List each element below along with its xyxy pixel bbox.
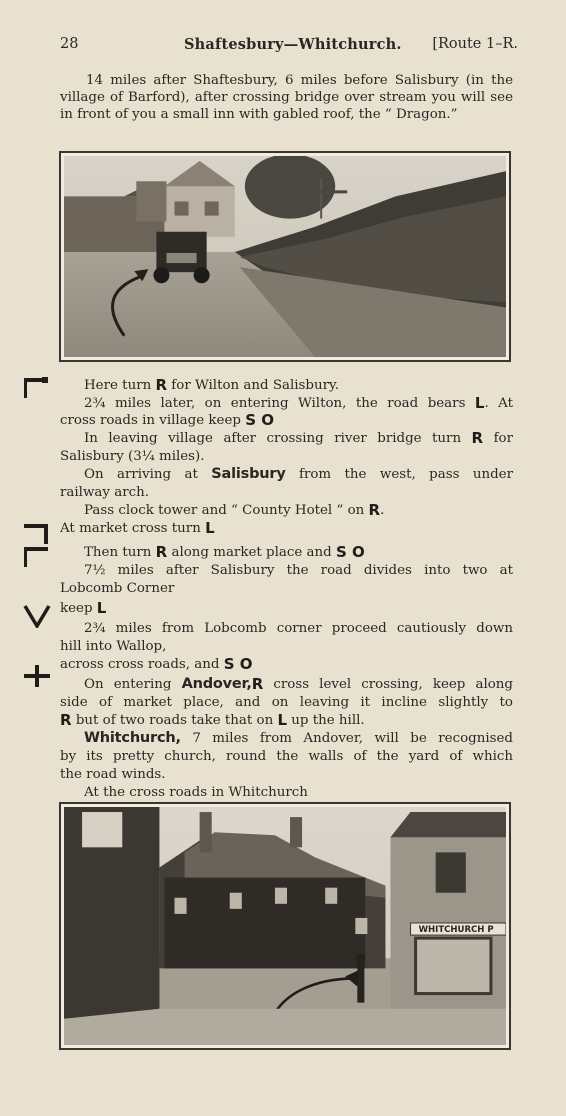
line-text: Then turn bbox=[84, 545, 156, 560]
line-text: for Wilton and Salisbury. bbox=[167, 378, 340, 393]
line-text: On entering bbox=[84, 677, 182, 692]
line-text: up the hill. bbox=[287, 713, 365, 728]
turn-left-margin-icon bbox=[22, 522, 52, 546]
line-text: across cross roads, and bbox=[60, 657, 224, 672]
direction-line-22 bbox=[60, 766, 513, 783]
line-text: . bbox=[380, 503, 385, 518]
direction-line-10 bbox=[84, 544, 513, 561]
photo-barford-road bbox=[59, 151, 511, 362]
direction-line-21 bbox=[60, 748, 513, 765]
line-text: by its pretty church, round the walls of the yard of which bbox=[60, 749, 513, 764]
line-text: At market cross turn bbox=[60, 521, 206, 536]
direction-symbol: L bbox=[474, 394, 485, 412]
direction-symbol: R bbox=[471, 429, 484, 447]
intro-paragraph: 14 miles after Shaftesbury, 6 miles before Salisbury (in the village of Barford), after crossing bridge over stream you will see in front of you a small inn with gabled roof, the “ Dragon.” bbox=[60, 73, 513, 122]
direction-line-7 bbox=[60, 484, 513, 501]
line-text: . At bbox=[484, 396, 513, 411]
direction-symbol: R bbox=[60, 711, 72, 729]
direction-line-2 bbox=[84, 395, 513, 412]
direction-symbol: R bbox=[368, 501, 381, 519]
direction-symbol: S O bbox=[245, 411, 274, 429]
line-text: 2¾ miles later, on entering Wilton, the road bears bbox=[84, 396, 475, 411]
direction-line-4 bbox=[84, 430, 513, 447]
direction-symbol: R bbox=[155, 376, 168, 394]
line-text: Here turn bbox=[84, 378, 156, 393]
line-text: cross roads in village keep bbox=[60, 413, 246, 428]
direction-line-5 bbox=[60, 448, 513, 465]
place-name: Whitchurch, bbox=[84, 730, 181, 746]
direction-symbol: S O bbox=[335, 543, 365, 561]
direction-line-16 bbox=[60, 656, 513, 673]
turn-right-margin-icon-2 bbox=[22, 545, 52, 569]
line-text: for bbox=[483, 431, 513, 446]
line-text: On arriving at bbox=[84, 467, 212, 482]
line-text: In leaving village after crossing river bridge turn bbox=[84, 431, 472, 446]
direction-symbol: L bbox=[277, 711, 288, 729]
page-header bbox=[60, 36, 518, 56]
page-title: Shaftesbury—Whitchurch. bbox=[184, 36, 402, 53]
place-name: Andover, bbox=[181, 676, 252, 692]
line-text: Salisbury (3¼ miles). bbox=[60, 449, 205, 464]
direction-line-12 bbox=[60, 580, 513, 597]
direction-line-15 bbox=[60, 638, 513, 655]
line-text: Lobcomb Corner bbox=[60, 581, 175, 596]
line-text: side of market place, and on leaving it incline slightly to bbox=[60, 695, 513, 710]
route-label: [Route 1–R. bbox=[432, 36, 518, 52]
photo-whitchurch-image bbox=[64, 807, 506, 1045]
direction-line-18 bbox=[60, 694, 513, 711]
direction-line-23 bbox=[84, 784, 513, 801]
line-text: along market place and bbox=[167, 545, 336, 560]
direction-line-19 bbox=[60, 712, 513, 729]
direction-line-9 bbox=[60, 520, 513, 537]
direction-line-17 bbox=[84, 676, 513, 693]
direction-symbol: L bbox=[205, 519, 215, 537]
direction-line-14 bbox=[84, 620, 513, 637]
line-text: 7 miles from Andover, will be recognised bbox=[180, 731, 513, 746]
whitchurch-shop-sign: WHITCHURCH P bbox=[418, 925, 494, 936]
direction-line-13 bbox=[60, 600, 513, 617]
line-text: from the west, pass under bbox=[285, 467, 514, 482]
direction-line-3 bbox=[60, 412, 513, 429]
photo-whitchurch-crossroads bbox=[59, 802, 511, 1050]
line-text: 7½ miles after Salisbury the road divides into two at bbox=[84, 563, 513, 578]
page-number: 28 bbox=[60, 36, 79, 52]
line-text: cross level crossing, keep along bbox=[263, 677, 514, 692]
turn-right-margin-icon bbox=[22, 376, 52, 400]
line-text: but of two roads take that on bbox=[71, 713, 278, 728]
line-text: keep bbox=[60, 601, 97, 616]
line-text: At the cross roads in Whitchurch bbox=[84, 785, 308, 800]
direction-line-6 bbox=[84, 466, 513, 483]
place-name: Salisbury bbox=[211, 466, 286, 482]
crossroads-margin-icon bbox=[22, 664, 52, 688]
line-text: railway arch. bbox=[60, 485, 149, 500]
direction-symbol: L bbox=[96, 599, 107, 617]
direction-line-11 bbox=[84, 562, 513, 579]
line-text: 2¾ miles from Lobcomb corner proceed cautiously down bbox=[84, 621, 513, 636]
line-text: hill into Wallop, bbox=[60, 639, 167, 654]
direction-symbol: S O bbox=[223, 655, 253, 673]
direction-line-8 bbox=[84, 502, 513, 519]
photo-barford-image bbox=[64, 156, 506, 357]
direction-symbol: R bbox=[155, 543, 168, 561]
direction-symbol: R bbox=[251, 675, 264, 693]
direction-line-1 bbox=[84, 377, 513, 394]
line-text: Pass clock tower and “ County Hotel ” on bbox=[84, 503, 369, 518]
fork-keep-left-margin-icon bbox=[22, 604, 52, 628]
line-text: the road winds. bbox=[60, 767, 166, 782]
direction-line-20 bbox=[84, 730, 513, 747]
